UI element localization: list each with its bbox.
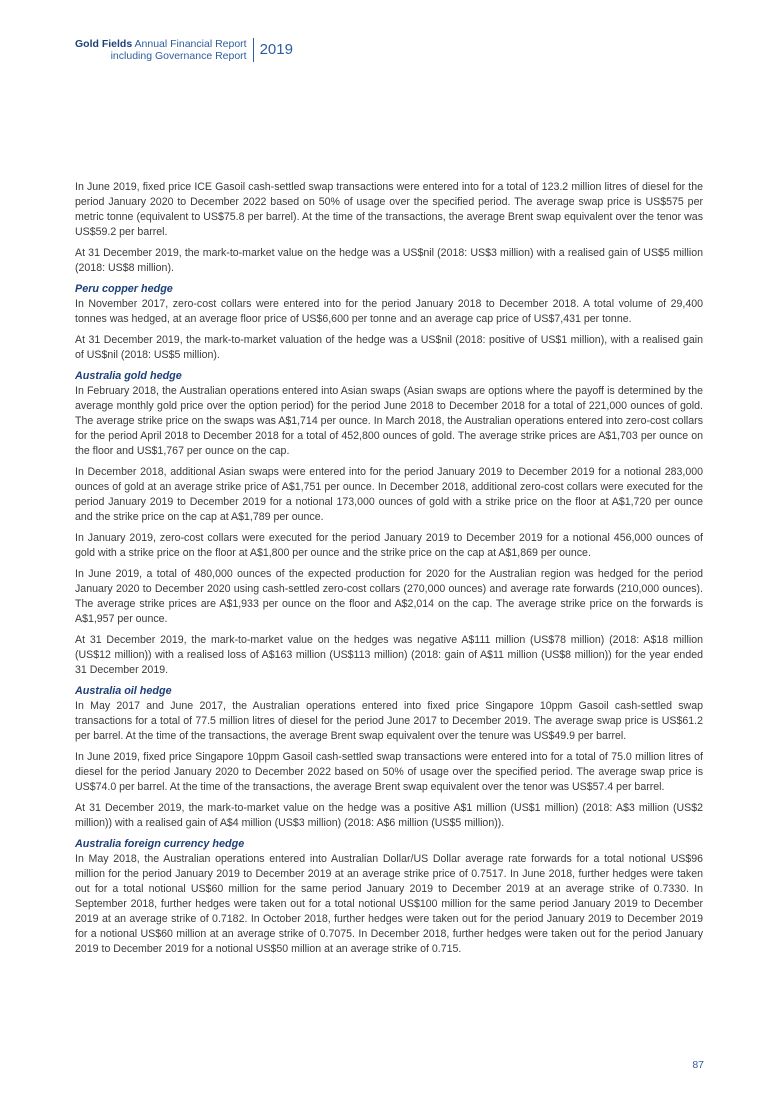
page-number: 87 <box>692 1059 704 1071</box>
brand-name: Gold Fields <box>75 38 133 50</box>
header-title <box>75 38 247 62</box>
paragraph-aus-gold-mtm: At 31 December 2019, the mark-to-market value on the hedges was negative A$111 million (US$78 million) (2018: A$18 million (US$12 million)) with a realised loss of A$163 million (US$113 million) (2018: gain of A$11 million (US$8 million)) for the year ended 31 December 2019. <box>75 634 703 676</box>
paragraph-peru-mtm: At 31 December 2019, the mark-to-market valuation of the hedge was a US$nil (2018: positive of US$1 million), with a realised gain of US$nil (2018: US$5 million). <box>75 334 703 361</box>
paragraph-ice-gasoil-swaps: In June 2019, fixed price ICE Gasoil cash-settled swap transactions were entered into for a total of 123.2 million litres of diesel for the period January 2020 to December 2022 based on 50% of usage over the specified period. The average swap price is US$575 per metric tonne (equivalent to US$75.8 per barrel). At the time of the transactions, the average Brent swap equivalent over the tenor was US$59.2 per barrel. <box>75 181 703 238</box>
header-divider <box>253 38 254 62</box>
paragraph-aus-oil-2019: In June 2019, fixed price Singapore 10ppm Gasoil cash-settled swap transactions were entered into for a total of 75.0 million litres of diesel for the period January 2020 to December 2022 based on 50% of usage over the specified period. The average swap price is US$74.0 per barrel. At the time of the transactions, the average Brent swap equivalent over the tenor was US$57.4 per barrel. <box>75 751 703 793</box>
paragraph-aus-gold-jun-2019: In June 2019, a total of 480,000 ounces of the expected production for 2020 for the Australian region was hedged for the period January 2020 to December 2020 using cash-settled zero-cost collars (270,000 ounces) and average rate forwards (210,000 ounces). The average strike prices are A$1,933 per ounce on the floor and A$2,014 on the cap. The average strike price on the forwards is A$1,957 per ounce. <box>75 568 703 625</box>
heading-australia-gold-hedge: Australia gold hedge <box>75 370 182 382</box>
report-name: Annual Financial Report <box>134 38 247 50</box>
heading-australia-oil-hedge: Australia oil hedge <box>75 685 172 697</box>
paragraph-aus-gold-feb-2018: In February 2018, the Australian operations entered into Asian swaps (Asian swaps are options where the payoff is determined by the average monthly gold price over the option period) for the period June 2018 to December 2018 for a total of 221,000 ounces of gold. The average strike price on the swaps was A$1,714 per ounce. In March 2018, the Australian operations entered into zero-cost collars for the period April 2018 to December 2018 for a total of 452,800 ounces of gold. The average strike prices are A$1,703 per ounce on the floor and US$1,767 per ounce on the cap. <box>75 385 703 457</box>
main-content <box>75 180 703 963</box>
header-line-2: including Governance Report <box>110 50 247 62</box>
header-line-1 <box>75 38 247 50</box>
paragraph-mtm-oil-hedge: At 31 December 2019, the mark-to-market value on the hedge was a US$nil (2018: US$3 million) with a realised gain of US$5 million (2018: US$8 million). <box>75 247 703 274</box>
heading-peru-copper-hedge: Peru copper hedge <box>75 283 173 295</box>
paragraph-peru-collars: In November 2017, zero-cost collars were entered into for the period January 2018 to December 2018. A total volume of 29,400 tonnes was hedged, at an average floor price of US$6,600 per tonne and an average cap price of US$7,431 per tonne. <box>75 298 703 325</box>
header-year: 2019 <box>259 41 293 58</box>
paragraph-aus-fx-forwards: In May 2018, the Australian operations entered into Australian Dollar/US Dollar average rate forwards for a total notional US$96 million for the period January 2019 to December 2019 at an average strike price of 0.7517. In June 2018, further hedges were taken out for a total notional US$60 million for the same period January 2019 to December 2019 at an average strike of 0.7330. In September 2018, further hedges were taken out for a total notional US$100 million for the same period January 2019 to December 2019 at an average strike of 0.7182. In October 2018, further hedges were taken out for the period January 2019 to December 2019 for a notional US$60 million at an average strike of 0.7075. In December 2018, further hedges were taken out for the period January 2019 to December 2019 for a notional US$50 million at an average strike of 0.715. <box>75 853 703 955</box>
heading-australia-fx-hedge: Australia foreign currency hedge <box>75 838 245 850</box>
paragraph-aus-oil-mtm: At 31 December 2019, the mark-to-market value on the hedge was a positive A$1 million (US$1 million) (2018: A$3 million (US$2 million)) with a realised gain of A$4 million (US$3 million) (2018: A$6 million (US$5 million)). <box>75 802 703 829</box>
report-header <box>75 38 293 62</box>
paragraph-aus-gold-dec-2018: In December 2018, additional Asian swaps were entered into for the period January 2019 to December 2019 for a notional 283,000 ounces of gold at an average strike price of A$1,751 per ounce. In December 2018, additional zero-cost collars were executed for the period January 2019 to December 2019 for a notional 173,000 ounces of gold with a strike price on the floor at A$1,720 per ounce and the strike price on the cap at A$1,789 per ounce. <box>75 466 703 523</box>
paragraph-aus-oil-2017: In May 2017 and June 2017, the Australian operations entered into fixed price Singapore 10ppm Gasoil cash-settled swap transactions for a total of 77.5 million litres of diesel for the period June 2017 to December 2019. The average swap price is US$61.2 per barrel. At the time of the transactions, the average Brent swap equivalent over the tenure was US$49.9 per barrel. <box>75 700 703 742</box>
paragraph-aus-gold-jan-2019: In January 2019, zero-cost collars were executed for the period January 2019 to December 2019 for a notional 456,000 ounces of gold with a strike price on the floor at A$1,800 per ounce and the strike price on the cap at A$1,869 per ounce. <box>75 532 703 559</box>
